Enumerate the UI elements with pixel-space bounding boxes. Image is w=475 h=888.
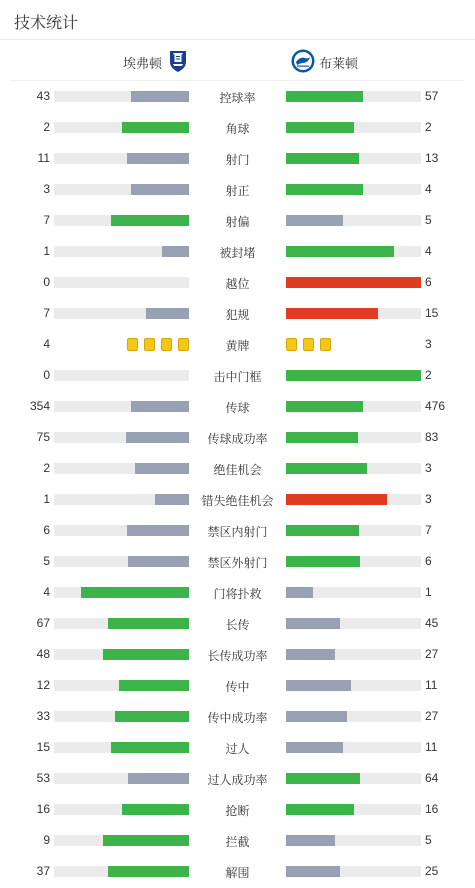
away-bar-fill — [286, 463, 367, 474]
away-stat-value: 83 — [425, 430, 439, 444]
home-stat-value: 33 — [36, 709, 50, 723]
everton-crest-icon[interactable] — [166, 49, 190, 73]
away-bar-track — [286, 649, 421, 660]
stat-label: 射正 — [225, 184, 250, 198]
away-stat-value: 64 — [425, 771, 439, 785]
brighton-crest-icon[interactable] — [291, 49, 315, 73]
away-stat-value: 5 — [425, 213, 432, 227]
away-stat-value: 27 — [425, 647, 439, 661]
home-bar-fill — [111, 215, 189, 226]
home-bar-fill — [111, 742, 189, 753]
stat-label: 解围 — [225, 866, 250, 880]
stat-label: 角球 — [225, 122, 250, 136]
away-bar-fill — [286, 215, 343, 226]
home-stat-value: 53 — [36, 771, 50, 785]
home-bar-fill — [162, 246, 189, 257]
stat-row — [0, 267, 475, 298]
team-header — [10, 41, 465, 81]
stat-label: 射偏 — [225, 215, 250, 229]
away-bar-fill — [286, 432, 358, 443]
away-bar-fill — [286, 804, 354, 815]
home-stat-value: 2 — [43, 120, 50, 134]
stat-row — [0, 639, 475, 670]
home-bar-track — [54, 773, 189, 784]
stat-row — [0, 484, 475, 515]
away-bar-fill — [286, 649, 335, 660]
stat-row — [0, 298, 475, 329]
home-stat-value: 354 — [29, 399, 50, 413]
stat-row — [0, 794, 475, 825]
home-stat-value: 1 — [43, 244, 50, 258]
away-bar-track — [286, 308, 421, 319]
away-stat-value: 25 — [425, 864, 439, 878]
home-bar-track — [54, 556, 189, 567]
away-bar-fill — [286, 370, 421, 381]
away-bar-fill — [286, 401, 363, 412]
home-bar-fill — [131, 91, 189, 102]
away-bar-fill — [286, 711, 347, 722]
away-bar-track — [286, 122, 421, 133]
stat-label: 过人成功率 — [207, 773, 268, 787]
page-title: 技术统计 — [14, 15, 79, 32]
stat-label: 错失绝佳机会 — [201, 494, 274, 508]
away-bar-track — [286, 246, 421, 257]
stat-label: 被封堵 — [219, 246, 256, 260]
home-bar-fill — [127, 153, 189, 164]
home-bar-fill — [122, 122, 190, 133]
away-bar-track — [286, 556, 421, 567]
home-bar-track — [54, 246, 189, 257]
away-stat-value: 6 — [425, 554, 432, 568]
home-stat-value: 1 — [43, 492, 50, 506]
away-bar-track — [286, 618, 421, 629]
stat-row — [0, 360, 475, 391]
away-stat-value: 4 — [425, 244, 432, 258]
home-bar-fill — [81, 587, 189, 598]
away-bar-track — [286, 184, 421, 195]
stat-row — [0, 732, 475, 763]
home-bar-fill — [146, 308, 189, 319]
home-bar-track — [54, 277, 189, 288]
away-bar-track — [286, 680, 421, 691]
stat-row — [0, 205, 475, 236]
stat-label: 绝佳机会 — [213, 463, 262, 477]
stat-row — [0, 453, 475, 484]
away-bar-fill — [286, 773, 360, 784]
home-bar-track — [54, 122, 189, 133]
away-stat-value: 45 — [425, 616, 439, 630]
home-stat-value: 12 — [36, 678, 50, 692]
stat-label: 传中 — [225, 680, 250, 694]
home-bar-track — [54, 91, 189, 102]
away-bar-fill — [286, 494, 387, 505]
away-bar-fill — [286, 184, 363, 195]
home-stat-value: 7 — [43, 306, 50, 320]
stat-label: 拦截 — [225, 835, 250, 849]
home-stat-value: 43 — [36, 89, 50, 103]
away-bar-fill — [286, 308, 378, 319]
home-bar-fill — [119, 680, 189, 691]
away-bar-track — [286, 742, 421, 753]
home-yellow-cards — [127, 338, 189, 351]
away-stat-value: 6 — [425, 275, 432, 289]
home-stat-value: 37 — [36, 864, 50, 878]
away-bar-fill — [286, 742, 343, 753]
home-bar-fill — [103, 835, 189, 846]
away-bar-track — [286, 835, 421, 846]
yellow-card-icon — [320, 338, 331, 351]
home-bar-fill — [108, 866, 189, 877]
home-team-name[interactable]: 埃弗顿 — [122, 56, 162, 71]
stat-row — [0, 856, 475, 887]
stats-list — [0, 81, 475, 887]
home-bar-fill — [126, 432, 189, 443]
stat-label: 传中成功率 — [207, 711, 268, 725]
away-bar-fill — [286, 277, 421, 288]
away-bar-fill — [286, 246, 394, 257]
home-bar-track — [54, 401, 189, 412]
home-bar-track — [54, 153, 189, 164]
stat-row — [0, 236, 475, 267]
stat-label: 禁区内射门 — [207, 525, 268, 539]
away-bar-track — [286, 804, 421, 815]
away-bar-track — [286, 494, 421, 505]
home-bar-track — [54, 215, 189, 226]
away-stat-value: 3 — [425, 337, 432, 351]
away-stat-value: 5 — [425, 833, 432, 847]
away-stat-value: 476 — [425, 399, 446, 413]
away-bar-fill — [286, 587, 313, 598]
stat-row — [0, 143, 475, 174]
home-bar-fill — [128, 773, 189, 784]
yellow-card-icon — [286, 338, 297, 351]
home-bar-track — [54, 308, 189, 319]
away-stat-value: 15 — [425, 306, 439, 320]
away-bar-fill — [286, 525, 359, 536]
home-stat-value: 16 — [36, 802, 50, 816]
away-bar-track — [286, 463, 421, 474]
stat-label: 过人 — [225, 742, 250, 756]
home-stat-value: 9 — [43, 833, 50, 847]
stat-label: 抢断 — [225, 804, 250, 818]
home-bar-track — [54, 711, 189, 722]
home-bar-track — [54, 463, 189, 474]
yellow-card-icon — [127, 338, 138, 351]
home-stat-value: 11 — [37, 151, 50, 165]
away-team-name[interactable]: 布莱顿 — [319, 56, 359, 71]
home-stat-value: 4 — [43, 585, 50, 599]
home-bar-fill — [122, 804, 190, 815]
stat-label: 传球 — [225, 401, 250, 415]
home-bar-track — [54, 432, 189, 443]
away-bar-fill — [286, 866, 340, 877]
home-bar-fill — [135, 463, 189, 474]
home-stat-value: 15 — [36, 740, 50, 754]
away-stat-value: 2 — [425, 368, 432, 382]
away-bar-track — [286, 525, 421, 536]
home-stat-value: 7 — [43, 213, 50, 227]
home-bar-track — [54, 370, 189, 381]
home-bar-fill — [127, 525, 189, 536]
away-stat-value: 11 — [425, 678, 438, 692]
stat-label: 击中门框 — [213, 370, 262, 384]
yellow-card-icon — [161, 338, 172, 351]
home-bar-track — [54, 618, 189, 629]
home-stat-value: 0 — [43, 368, 50, 382]
home-bar-track — [54, 804, 189, 815]
stat-label: 传球成功率 — [207, 432, 268, 446]
stat-row — [0, 515, 475, 546]
away-stat-value: 11 — [425, 740, 438, 754]
away-stat-value: 27 — [425, 709, 439, 723]
home-stat-value: 67 — [36, 616, 50, 630]
stat-row — [0, 546, 475, 577]
away-stat-value: 7 — [425, 523, 432, 537]
home-stat-value: 4 — [43, 337, 50, 351]
away-bar-track — [286, 277, 421, 288]
away-stat-value: 57 — [425, 89, 439, 103]
home-bar-track — [54, 742, 189, 753]
home-stat-value: 48 — [36, 647, 50, 661]
stat-row — [0, 701, 475, 732]
away-stat-value: 3 — [425, 461, 432, 475]
stat-label: 长传成功率 — [207, 649, 268, 663]
away-bar-track — [286, 773, 421, 784]
away-stat-value: 13 — [425, 151, 439, 165]
away-bar-fill — [286, 618, 340, 629]
title-bar — [0, 0, 475, 40]
home-bar-track — [54, 680, 189, 691]
away-bar-track — [286, 370, 421, 381]
away-stat-value: 1 — [425, 585, 432, 599]
home-stat-value: 2 — [43, 461, 50, 475]
home-bar-fill — [131, 401, 189, 412]
home-stat-value: 75 — [36, 430, 50, 444]
home-bar-track — [54, 587, 189, 598]
away-bar-fill — [286, 680, 351, 691]
home-bar-fill — [103, 649, 189, 660]
stat-row — [0, 391, 475, 422]
home-bar-track — [54, 866, 189, 877]
stat-label: 射门 — [225, 153, 250, 167]
home-bar-track — [54, 184, 189, 195]
stat-label: 禁区外射门 — [207, 556, 268, 570]
stat-row — [0, 825, 475, 856]
home-bar-track — [54, 835, 189, 846]
stat-row — [0, 329, 475, 360]
away-stat-value: 16 — [425, 802, 439, 816]
away-bar-track — [286, 711, 421, 722]
stat-label: 黄牌 — [225, 339, 250, 353]
away-bar-fill — [286, 556, 360, 567]
away-bar-track — [286, 91, 421, 102]
away-bar-fill — [286, 122, 354, 133]
stat-label: 越位 — [225, 277, 250, 291]
away-bar-fill — [286, 835, 335, 846]
stat-row — [0, 174, 475, 205]
home-stat-value: 5 — [43, 554, 50, 568]
home-bar-fill — [155, 494, 189, 505]
away-bar-track — [286, 401, 421, 412]
yellow-card-icon — [178, 338, 189, 351]
stat-row — [0, 577, 475, 608]
away-bar-fill — [286, 153, 359, 164]
stat-label: 控球率 — [219, 91, 256, 105]
away-bar-track — [286, 215, 421, 226]
stat-row — [0, 670, 475, 701]
away-stat-value: 2 — [425, 120, 432, 134]
yellow-card-icon — [303, 338, 314, 351]
away-bar-track — [286, 432, 421, 443]
stat-row — [0, 112, 475, 143]
stat-label: 犯规 — [225, 308, 250, 322]
home-bar-fill — [128, 556, 189, 567]
away-yellow-cards — [286, 338, 331, 351]
away-bar-fill — [286, 91, 363, 102]
away-bar-track — [286, 587, 421, 598]
away-stat-value: 4 — [425, 182, 432, 196]
stat-label: 长传 — [225, 618, 250, 632]
home-bar-fill — [108, 618, 189, 629]
stat-row — [0, 608, 475, 639]
stat-label: 门将扑救 — [213, 587, 262, 601]
stat-row — [0, 81, 475, 112]
home-bar-fill — [115, 711, 189, 722]
home-stat-value: 0 — [43, 275, 50, 289]
home-bar-fill — [131, 184, 189, 195]
home-bar-track — [54, 525, 189, 536]
stat-row — [0, 763, 475, 794]
yellow-card-icon — [144, 338, 155, 351]
away-stat-value: 3 — [425, 492, 432, 506]
away-bar-track — [286, 866, 421, 877]
home-stat-value: 3 — [43, 182, 50, 196]
home-bar-track — [54, 494, 189, 505]
away-bar-track — [286, 153, 421, 164]
home-stat-value: 6 — [43, 523, 50, 537]
stat-row — [0, 422, 475, 453]
home-bar-track — [54, 649, 189, 660]
